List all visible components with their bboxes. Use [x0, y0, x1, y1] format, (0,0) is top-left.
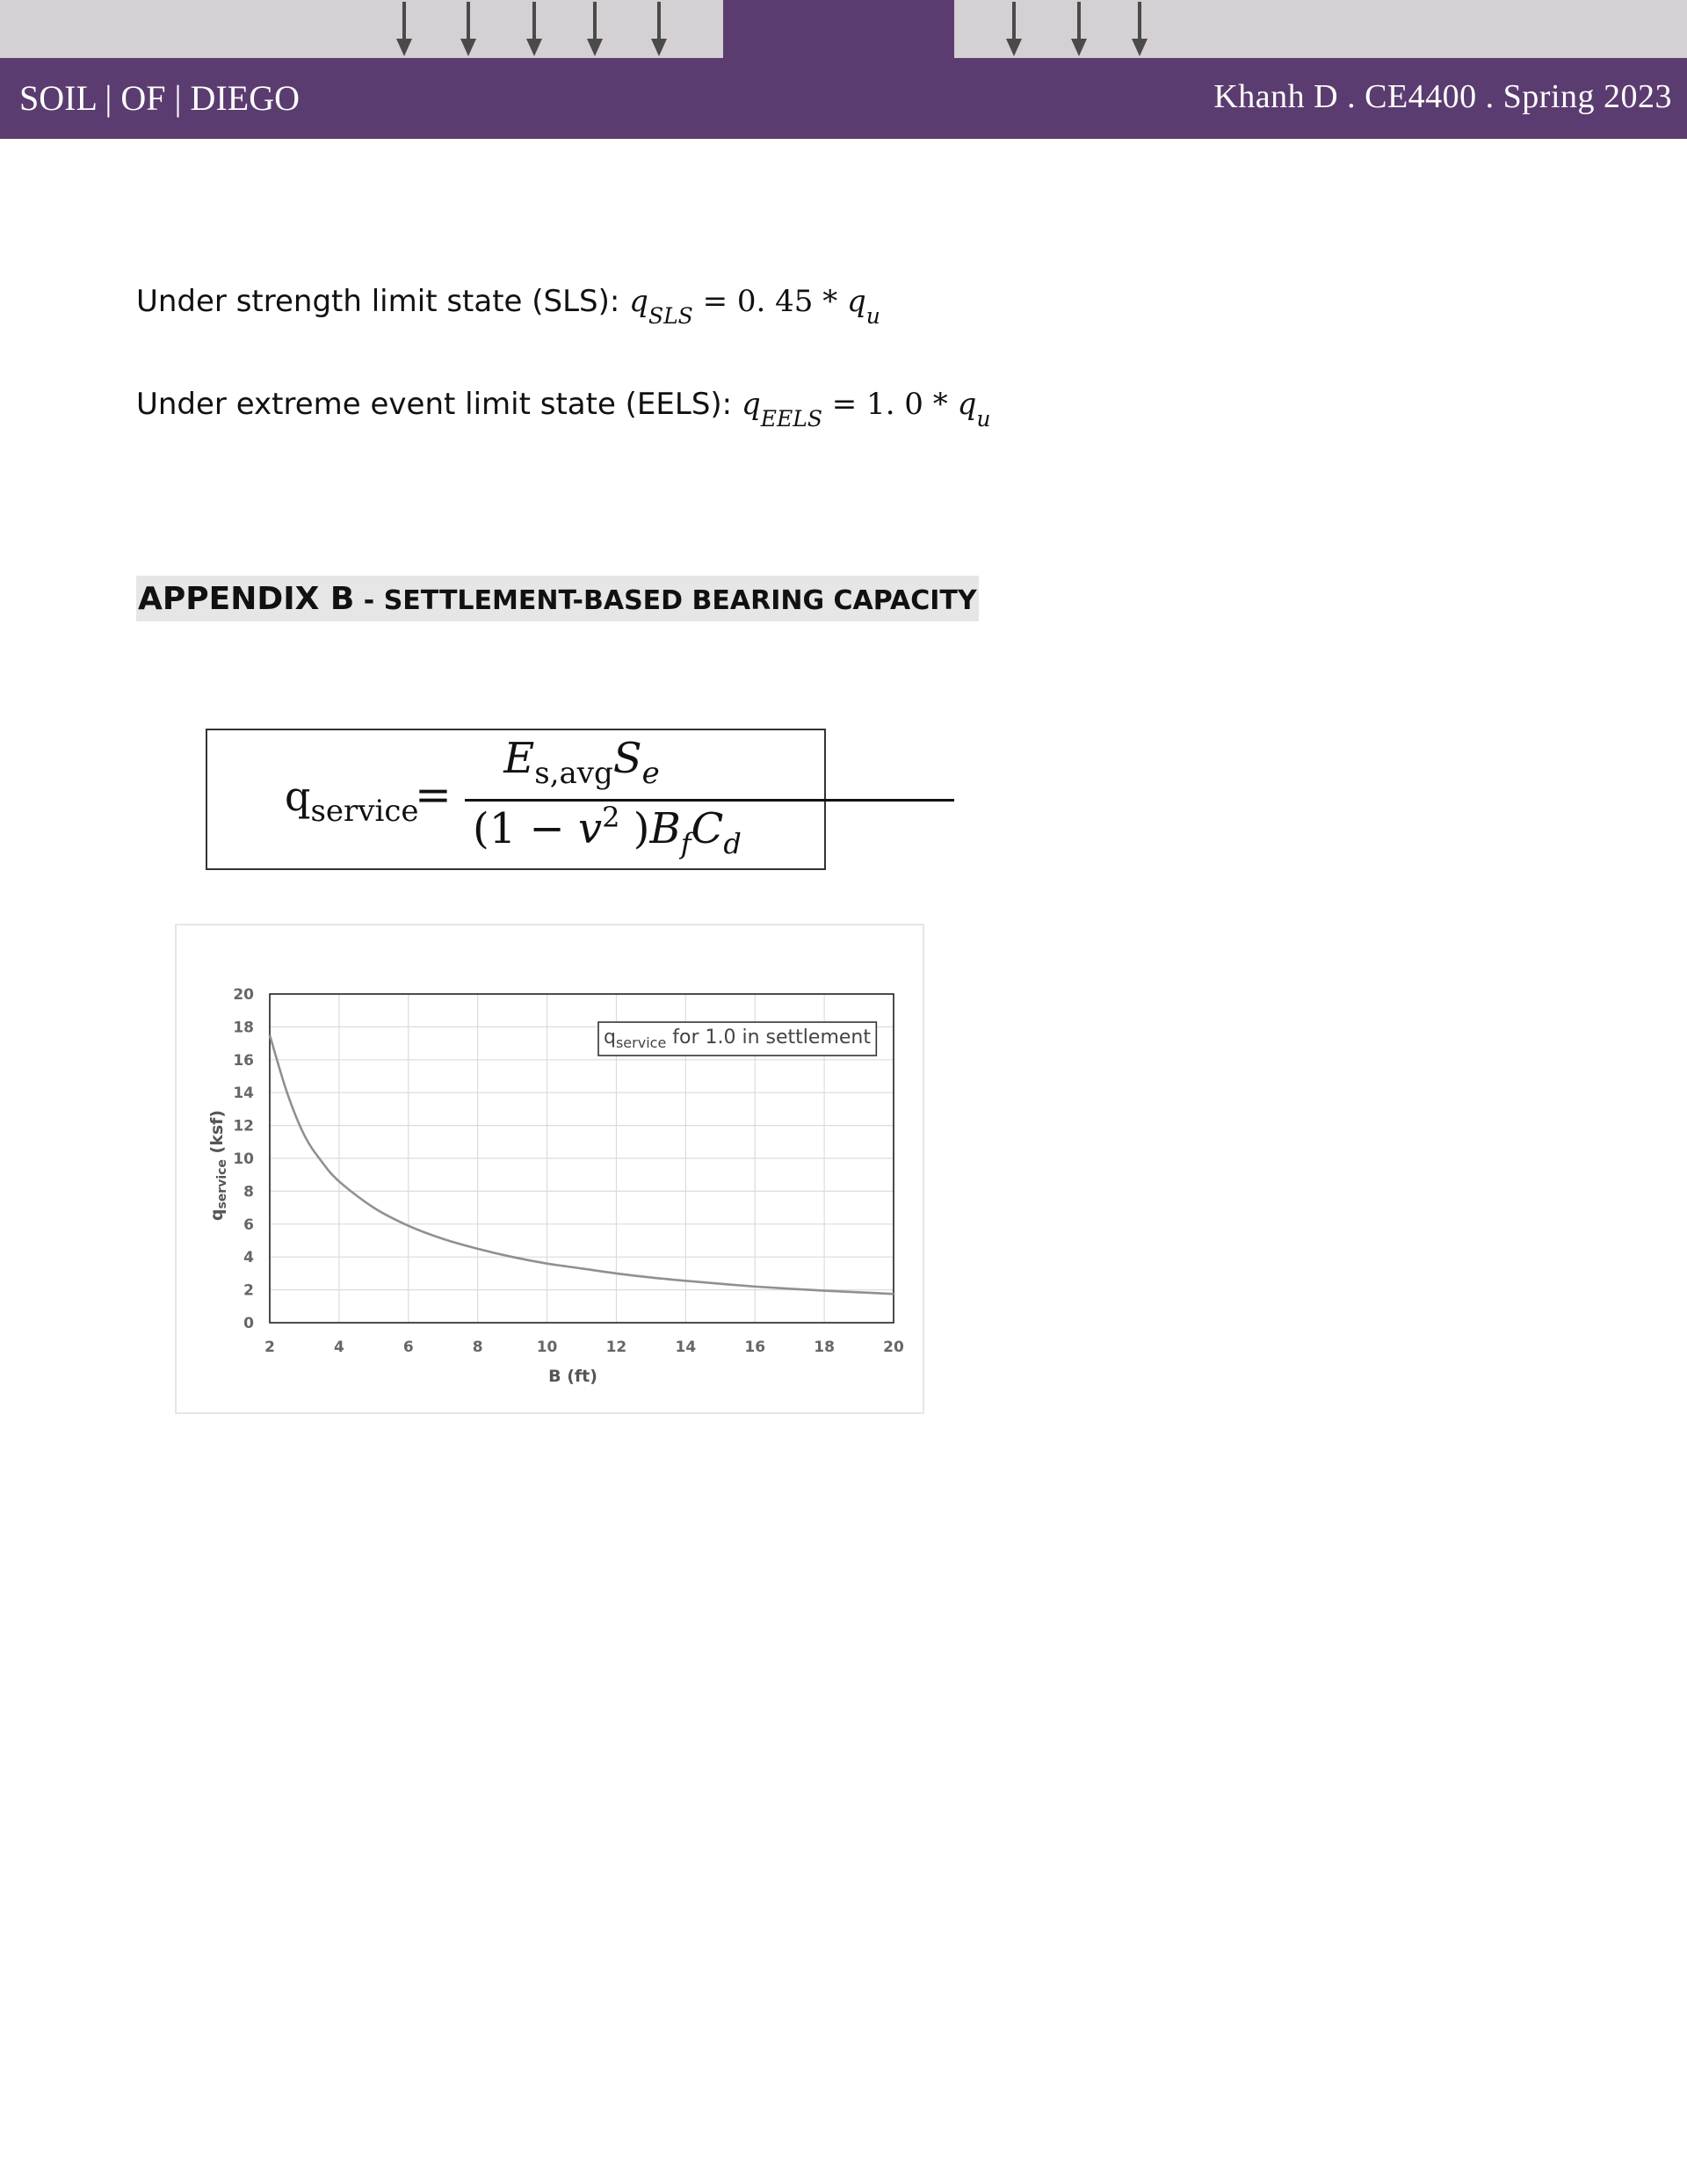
- eels-label: Under extreme event limit state (EELS):: [136, 387, 733, 422]
- load-arrow-icon: [524, 0, 545, 58]
- formula-den-close: ): [619, 804, 650, 853]
- eels-symbol: q: [741, 387, 761, 422]
- header-right-title: Khanh D . CE4400 . Spring 2023: [1213, 78, 1672, 115]
- sls-q-subscript: u: [865, 303, 880, 329]
- legend-entry: $q_{service}$ for 1.0 in settlement: [604, 1027, 871, 1051]
- x-tick-label: 14: [675, 1339, 697, 1356]
- y-tick-label: 18: [233, 1019, 254, 1037]
- y-tick-label: 8: [243, 1183, 254, 1201]
- eels-q: q: [957, 387, 977, 422]
- y-axis-label: $q_{service}$ (ksf): [207, 1109, 229, 1222]
- sls-line: [136, 284, 880, 329]
- y-tick-label: 10: [233, 1150, 254, 1168]
- load-arrow-icon: [1003, 0, 1025, 58]
- formula-num-s: S: [612, 734, 642, 783]
- y-tick-label: 6: [243, 1215, 254, 1234]
- eels-line: [136, 387, 991, 432]
- formula-equals: =: [415, 769, 452, 820]
- x-tick-label: 10: [536, 1339, 558, 1356]
- appendix-heading: [136, 576, 979, 621]
- x-axis-label: B (ft): [548, 1367, 597, 1386]
- x-tick-label: 18: [814, 1339, 835, 1356]
- formula-num-s-sub: e: [641, 756, 660, 791]
- sls-rhs: = 0. 45 *: [702, 284, 848, 319]
- load-arrow-icon: [458, 0, 479, 58]
- load-arrow-icon: [1068, 0, 1090, 58]
- chart-frame: [175, 924, 924, 1414]
- y-tick-label: 2: [243, 1281, 254, 1300]
- formula-den-b: B: [649, 804, 681, 853]
- eels-rhs: = 1. 0 *: [831, 387, 958, 422]
- formula-den-c: C: [691, 804, 724, 853]
- x-tick-label: 6: [402, 1339, 414, 1356]
- x-tick-label: 20: [883, 1339, 904, 1356]
- sls-symbol: q: [629, 284, 648, 319]
- formula-den-b-sub: f: [680, 827, 691, 860]
- appendix-heading-rest: - SETTLEMENT-BASED BEARING CAPACITY: [354, 585, 977, 616]
- formula-den-open: (1 −: [473, 804, 578, 853]
- formula-den-v: v: [578, 804, 603, 853]
- x-tick-label: 4: [333, 1339, 344, 1356]
- y-tick-label: 20: [233, 986, 254, 1004]
- formula-denominator: [473, 801, 742, 860]
- formula-box: [206, 729, 826, 870]
- load-arrow-icon: [394, 0, 415, 58]
- eels-q-subscript: u: [976, 406, 991, 432]
- formula-lhs-sub: service: [310, 794, 419, 829]
- eels-subscript: EELS: [760, 406, 822, 432]
- formula-numerator: [462, 734, 701, 791]
- x-tick-label: 12: [605, 1339, 627, 1356]
- load-arrow-icon: [1129, 0, 1150, 58]
- load-arrow-icon: [584, 0, 605, 58]
- header-left-title: SOIL | OF | DIEGO: [19, 78, 300, 118]
- formula-num-e-sub: s,avg: [534, 756, 613, 791]
- series-line: [270, 1035, 894, 1295]
- x-tick-label: 8: [472, 1339, 483, 1356]
- qservice-chart: [177, 925, 923, 1412]
- sls-q: q: [847, 284, 866, 319]
- formula-den-sup: 2: [602, 801, 620, 834]
- y-tick-label: 12: [233, 1117, 254, 1136]
- x-tick-label: 16: [744, 1339, 766, 1356]
- y-tick-label: 16: [233, 1051, 254, 1070]
- formula-lhs: [285, 773, 419, 829]
- load-arrow-icon: [648, 0, 670, 58]
- appendix-heading-lead: APPENDIX B: [138, 581, 355, 617]
- formula-den-c-sub: d: [723, 827, 742, 860]
- x-tick-label: 2: [264, 1339, 275, 1356]
- header-decoration-block: [723, 0, 954, 60]
- sls-label: Under strength limit state (SLS):: [136, 284, 620, 319]
- sls-subscript: SLS: [648, 303, 693, 329]
- y-tick-label: 4: [243, 1249, 254, 1267]
- y-tick-label: 0: [243, 1315, 254, 1332]
- chart-legend: [598, 1022, 876, 1056]
- formula-num-e: E: [503, 734, 535, 783]
- y-tick-label: 14: [233, 1085, 254, 1103]
- formula-fraction-bar: [465, 799, 954, 802]
- formula-lhs-q: q: [285, 773, 311, 820]
